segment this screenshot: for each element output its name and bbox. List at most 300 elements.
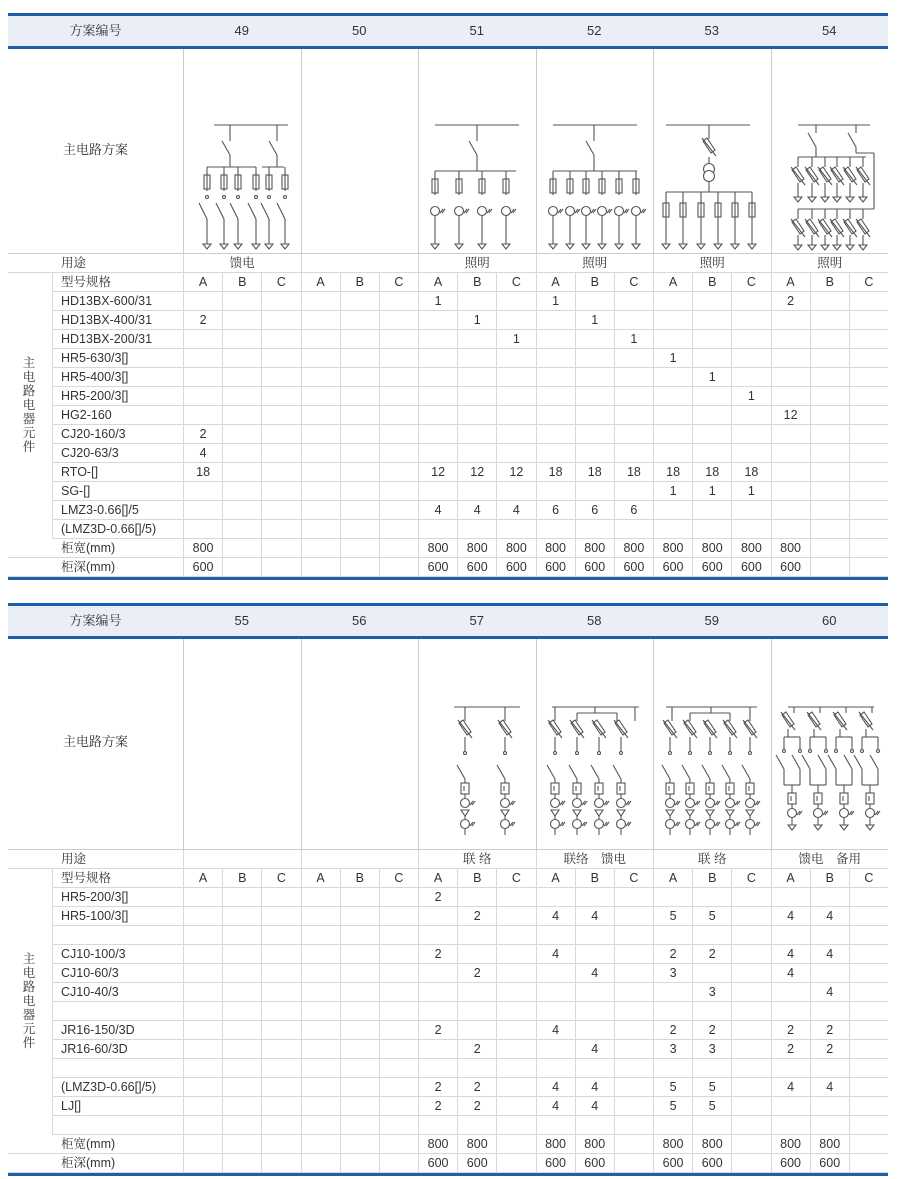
component-quantity [261, 926, 300, 944]
component-quantity: 4 [575, 1078, 614, 1096]
component-quantity [692, 406, 731, 424]
component-quantity [379, 406, 418, 424]
component-quantity [222, 311, 261, 329]
component-quantity [183, 926, 222, 944]
component-quantity [379, 1040, 418, 1058]
fuse-switch-icon [570, 720, 584, 738]
load-arrow-icon [203, 244, 211, 249]
component-quantity [340, 983, 379, 1001]
relay-icon [726, 783, 734, 794]
fuse-switch-icon [791, 167, 805, 185]
component-quantity [340, 888, 379, 906]
component-quantity [418, 311, 457, 329]
load-arrow-icon [794, 245, 802, 250]
dimension-value: 800 [653, 539, 692, 557]
circuit-diagram-60 [772, 639, 890, 849]
load-arrow-icon [833, 197, 841, 202]
switch-icon [870, 755, 878, 769]
component-quantity [849, 425, 888, 443]
component-quantity [810, 926, 849, 944]
contact-icon [876, 750, 879, 753]
component-quantity: 1 [418, 292, 457, 310]
component-quantity [731, 292, 770, 310]
dimension-value: 600 [575, 558, 614, 576]
dimension-value: 600 [536, 558, 575, 576]
main-circuit-row [8, 49, 888, 254]
component-quantity: 18 [731, 463, 770, 481]
component-quantity [849, 330, 888, 348]
component-quantity [653, 330, 692, 348]
variant-header: C [731, 273, 770, 291]
component-quantity [692, 444, 731, 462]
component-quantity [183, 1097, 222, 1115]
current-transformer-icon [501, 820, 516, 829]
fuse-switch-icon [458, 720, 472, 738]
component-quantity [810, 425, 849, 443]
component-quantity [301, 964, 340, 982]
component-quantity [496, 482, 535, 500]
relay-triangle-icon [501, 810, 509, 816]
contact-icon [268, 196, 271, 199]
load-arrow-icon [814, 825, 822, 830]
circuit-diagram-cell [653, 49, 771, 253]
switch-icon [586, 141, 594, 155]
component-quantity [771, 425, 810, 443]
component-quantity: 3 [653, 1040, 692, 1058]
component-quantity [614, 926, 653, 944]
current-transformer-icon [666, 799, 681, 808]
current-transformer-icon [726, 820, 741, 829]
dimension-value [301, 558, 340, 576]
component-quantity [222, 406, 261, 424]
component-quantity [771, 368, 810, 386]
current-transformer-icon [706, 820, 721, 829]
component-quantity [653, 926, 692, 944]
component-quantity [379, 926, 418, 944]
scheme-table-49-54 [8, 13, 888, 580]
component-quantity [379, 1097, 418, 1115]
component-quantity [731, 1078, 770, 1096]
component-quantity [575, 1002, 614, 1020]
component-row [53, 907, 888, 926]
fuse-icon [732, 201, 738, 219]
variant-header: C [379, 273, 418, 291]
relay-icon [788, 793, 796, 804]
load-arrow-icon [662, 244, 670, 249]
component-quantity [731, 926, 770, 944]
component-quantity [261, 406, 300, 424]
component-row [53, 349, 888, 368]
cabinet-width-row [8, 539, 888, 558]
current-transformer-icon [746, 799, 761, 808]
component-quantity [183, 1040, 222, 1058]
component-quantity [496, 926, 535, 944]
fuse-switch-icon [683, 720, 697, 738]
usage-value [301, 254, 419, 272]
load-arrow-icon [697, 244, 705, 249]
component-row [53, 330, 888, 349]
current-transformer-icon [631, 207, 646, 216]
component-row [53, 926, 888, 945]
component-quantity [536, 368, 575, 386]
component-quantity [222, 368, 261, 386]
component-quantity [575, 387, 614, 405]
component-quantity [692, 330, 731, 348]
dimension-value [379, 1154, 418, 1172]
component-quantity [496, 311, 535, 329]
component-quantity [379, 945, 418, 963]
component-quantity [222, 463, 261, 481]
component-quantity [301, 444, 340, 462]
component-quantity [183, 482, 222, 500]
component-quantity [614, 292, 653, 310]
component-quantity: 18 [183, 463, 222, 481]
cabinet-depth-row-label: 柜深(mm) [61, 560, 116, 574]
fuse-switch-icon [859, 712, 873, 730]
component-quantity [614, 983, 653, 1001]
dimension-value: 800 [418, 1135, 457, 1153]
cabinet-width-row [8, 1135, 888, 1154]
component-quantity [261, 444, 300, 462]
component-quantity [575, 406, 614, 424]
fuse-icon [221, 173, 227, 191]
component-quantity [692, 520, 731, 538]
load-arrow-icon [748, 244, 756, 249]
relay-icon [840, 793, 848, 804]
component-quantity: 1 [692, 482, 731, 500]
fuse-switch-icon [614, 720, 628, 738]
load-arrow-icon [846, 245, 854, 250]
contact-icon [237, 196, 240, 199]
switch-icon [222, 141, 230, 155]
component-name: JR16-60/3D [61, 1042, 128, 1056]
variant-header: B [340, 869, 379, 887]
component-quantity [496, 1040, 535, 1058]
component-row [53, 311, 888, 330]
component-quantity [496, 888, 535, 906]
component-quantity [457, 349, 496, 367]
component-quantity [849, 349, 888, 367]
switch-icon [854, 755, 862, 769]
component-quantity [614, 1040, 653, 1058]
component-quantity [653, 406, 692, 424]
component-quantity [301, 425, 340, 443]
usage-value: 照明 [653, 254, 771, 272]
dimension-value [301, 1154, 340, 1172]
component-name: (LMZ3D-0.66[]/5) [61, 1080, 157, 1094]
component-quantity: 2 [810, 1040, 849, 1058]
scheme-number: 55 [234, 613, 249, 628]
dimension-value: 800 [536, 539, 575, 557]
component-quantity [183, 1078, 222, 1096]
component-quantity: 12 [418, 463, 457, 481]
fuse-icon [698, 201, 704, 219]
variant-header: A [418, 869, 457, 887]
circuit-diagram-cell [301, 639, 419, 849]
component-quantity [731, 1040, 770, 1058]
component-quantity [692, 888, 731, 906]
component-quantity: 1 [692, 368, 731, 386]
component-quantity [457, 425, 496, 443]
current-transformer-icon [550, 799, 565, 808]
component-quantity: 2 [457, 1097, 496, 1115]
component-quantity: 4 [457, 501, 496, 519]
relay-icon [814, 793, 822, 804]
current-transformer-icon [726, 799, 741, 808]
component-quantity [183, 292, 222, 310]
component-quantity [183, 368, 222, 386]
component-quantity [849, 945, 888, 963]
component-quantity [222, 482, 261, 500]
component-quantity [418, 1040, 457, 1058]
component-quantity [731, 1097, 770, 1115]
variant-header: C [614, 273, 653, 291]
component-quantity [301, 1059, 340, 1077]
component-quantity [261, 425, 300, 443]
component-quantity: 4 [771, 945, 810, 963]
component-quantity [614, 349, 653, 367]
dimension-value: 600 [457, 558, 496, 576]
component-quantity [653, 520, 692, 538]
component-quantity: 1 [653, 482, 692, 500]
component-quantity [653, 501, 692, 519]
component-quantity [301, 387, 340, 405]
contact-icon [575, 752, 578, 755]
component-quantity [614, 1059, 653, 1077]
component-quantity [183, 520, 222, 538]
component-quantity [849, 406, 888, 424]
load-arrow-icon [234, 244, 242, 249]
contact-icon [464, 752, 467, 755]
contact-icon [824, 750, 827, 753]
dimension-value [222, 1154, 261, 1172]
component-quantity [457, 444, 496, 462]
variant-header: B [575, 273, 614, 291]
component-quantity: 4 [536, 1021, 575, 1039]
component-block [8, 273, 888, 539]
fuse-icon [715, 201, 721, 219]
variant-header: B [810, 869, 849, 887]
component-quantity [771, 311, 810, 329]
dimension-value: 800 [536, 1135, 575, 1153]
dimension-value [261, 1154, 300, 1172]
contact-icon [798, 750, 801, 753]
scheme-number-header [8, 13, 888, 49]
component-quantity: 2 [418, 888, 457, 906]
component-quantity [379, 888, 418, 906]
component-quantity [418, 330, 457, 348]
usage-value: 照明 [536, 254, 654, 272]
component-quantity [301, 349, 340, 367]
variant-header: A [653, 869, 692, 887]
component-quantity [653, 1059, 692, 1077]
component-quantity: 2 [457, 907, 496, 925]
component-quantity [810, 463, 849, 481]
fuse-switch-icon [830, 167, 844, 185]
transformer-icon [704, 164, 715, 182]
circuit-diagram-53 [654, 49, 772, 253]
component-row [53, 387, 888, 406]
component-quantity [340, 292, 379, 310]
component-quantity [301, 482, 340, 500]
usage-value: 联 络 [653, 850, 771, 868]
component-quantity [261, 945, 300, 963]
relay-icon [501, 783, 509, 794]
component-quantity [418, 425, 457, 443]
component-quantity [457, 945, 496, 963]
circuit-diagram-cell [771, 49, 889, 253]
relay-triangle-icon [746, 810, 754, 816]
component-quantity [849, 1059, 888, 1077]
fuse-icon [282, 173, 288, 191]
component-quantity [653, 425, 692, 443]
current-transformer-icon [746, 820, 761, 829]
circuit-diagram-cell [536, 639, 654, 849]
component-quantity [457, 368, 496, 386]
component-quantity [261, 349, 300, 367]
component-quantity [301, 1040, 340, 1058]
model-spec-row [53, 273, 888, 292]
load-arrow-icon [598, 244, 606, 249]
current-transformer-icon [455, 207, 470, 216]
component-quantity [771, 463, 810, 481]
component-quantity [301, 888, 340, 906]
component-quantity [849, 482, 888, 500]
component-quantity [731, 311, 770, 329]
component-quantity [849, 926, 888, 944]
component-quantity [614, 888, 653, 906]
component-quantity: 1 [731, 387, 770, 405]
main-circuit-components-label: 主电路电器元件 [22, 356, 36, 454]
switch-icon [848, 133, 856, 147]
component-quantity [222, 1021, 261, 1039]
variant-header: A [536, 869, 575, 887]
fuse-switch-icon [663, 720, 677, 738]
component-quantity: 4 [810, 945, 849, 963]
component-quantity [536, 311, 575, 329]
component-quantity [340, 444, 379, 462]
component-quantity [536, 444, 575, 462]
component-quantity [379, 444, 418, 462]
scheme-number: 59 [704, 613, 719, 628]
component-quantity [340, 406, 379, 424]
component-row [53, 1040, 888, 1059]
current-transformer-icon [686, 799, 701, 808]
dimension-value [614, 1154, 653, 1172]
component-quantity [575, 330, 614, 348]
component-row [53, 1097, 888, 1116]
component-quantity [183, 945, 222, 963]
relay-icon [461, 783, 469, 794]
usage-value: 联 络 [418, 850, 536, 868]
component-quantity [261, 311, 300, 329]
component-quantity [222, 349, 261, 367]
component-quantity: 2 [692, 945, 731, 963]
fuse-icon [599, 177, 605, 195]
dimension-value [222, 1135, 261, 1153]
variant-header: B [457, 869, 496, 887]
switch-icon [230, 203, 238, 219]
fuse-icon [456, 177, 462, 195]
component-quantity [731, 1002, 770, 1020]
load-arrow-icon [632, 244, 640, 249]
component-quantity [810, 888, 849, 906]
fuse-switch-icon [833, 712, 847, 730]
component-quantity [340, 425, 379, 443]
component-quantity [731, 520, 770, 538]
component-quantity [575, 520, 614, 538]
component-quantity [183, 1002, 222, 1020]
dimension-value: 600 [457, 1154, 496, 1172]
switch-icon [662, 765, 670, 779]
component-quantity: 2 [771, 1040, 810, 1058]
component-quantity [418, 368, 457, 386]
load-arrow-icon [859, 197, 867, 202]
usage-row [8, 850, 888, 869]
circuit-diagram-55 [184, 639, 302, 849]
component-quantity [301, 926, 340, 944]
component-quantity [261, 387, 300, 405]
component-quantity [457, 1116, 496, 1134]
fuse-icon [633, 177, 639, 195]
load-arrow-icon [846, 197, 854, 202]
fuse-switch-icon [498, 720, 512, 738]
component-quantity [692, 311, 731, 329]
component-quantity [340, 907, 379, 925]
dimension-value: 600 [771, 1154, 810, 1172]
component-quantity [575, 983, 614, 1001]
component-row [53, 1078, 888, 1097]
dimension-value [849, 558, 888, 576]
component-quantity [418, 387, 457, 405]
dimension-value [849, 1135, 888, 1153]
component-quantity [653, 444, 692, 462]
circuit-diagram-49 [184, 49, 302, 253]
component-quantity [340, 1059, 379, 1077]
component-quantity [496, 1002, 535, 1020]
cabinet-depth-row [8, 558, 888, 577]
component-quantity [457, 983, 496, 1001]
component-quantity [183, 888, 222, 906]
component-quantity: 4 [536, 945, 575, 963]
component-quantity [261, 330, 300, 348]
component-quantity [457, 482, 496, 500]
component-quantity: 6 [536, 501, 575, 519]
component-quantity: 4 [496, 501, 535, 519]
component-quantity [653, 368, 692, 386]
component-quantity [810, 387, 849, 405]
relay-triangle-icon [666, 810, 674, 816]
component-name: HR5-400/3[] [61, 370, 129, 384]
contact-icon [808, 750, 811, 753]
component-quantity: 4 [771, 1078, 810, 1096]
component-quantity [418, 983, 457, 1001]
component-quantity [222, 330, 261, 348]
circuit-diagram-56 [302, 639, 420, 849]
contact-icon [709, 752, 712, 755]
component-quantity [379, 964, 418, 982]
component-quantity [340, 387, 379, 405]
variant-header: C [379, 869, 418, 887]
current-transformer-icon [502, 207, 517, 216]
dimension-value: 800 [810, 1135, 849, 1153]
component-quantity [653, 983, 692, 1001]
component-quantity [418, 1059, 457, 1077]
switch-icon [269, 141, 277, 155]
current-transformer-icon [478, 207, 493, 216]
component-row [53, 368, 888, 387]
component-quantity [379, 520, 418, 538]
